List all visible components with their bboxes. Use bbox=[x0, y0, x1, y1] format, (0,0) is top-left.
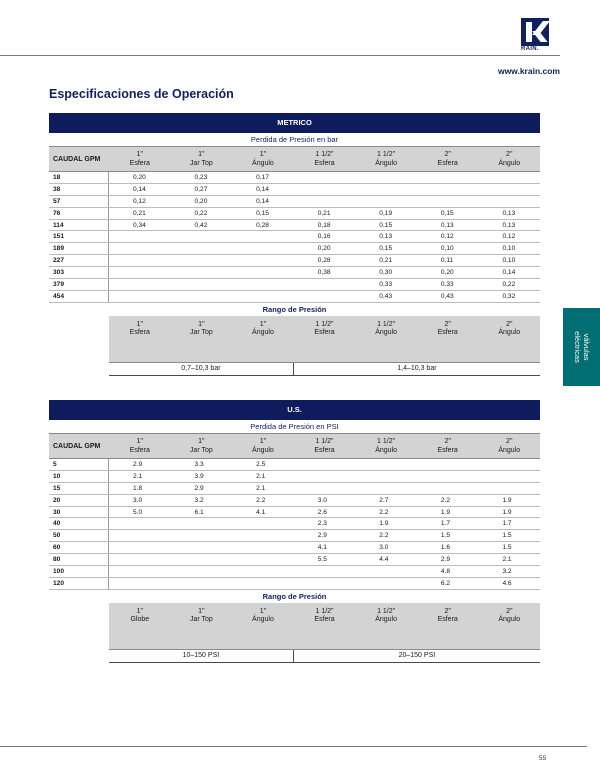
table-row bbox=[49, 231, 540, 243]
value-cell: 2.5 bbox=[256, 461, 266, 468]
value-cell: 0,12 bbox=[132, 197, 146, 205]
value-cell bbox=[171, 279, 233, 290]
col-header: 1 1/2" Ángulo bbox=[375, 151, 397, 167]
value-cell: 0,34 bbox=[132, 221, 146, 229]
value-cell bbox=[478, 172, 540, 183]
caudal-cell: 5 bbox=[49, 459, 109, 470]
range-col-header: 1 1/2" Ángulo bbox=[375, 320, 397, 337]
value-cell bbox=[478, 184, 540, 195]
caudal-cell: 20 bbox=[49, 495, 109, 506]
value-cell bbox=[171, 566, 233, 577]
value-cell: 0,13 bbox=[440, 221, 454, 229]
value-cell: 0,13 bbox=[502, 209, 516, 217]
value-cell bbox=[294, 483, 356, 494]
value-cell bbox=[171, 255, 233, 266]
value-cell: 0,33 bbox=[379, 281, 393, 289]
table-row bbox=[49, 554, 540, 566]
table-row bbox=[49, 243, 540, 255]
value-cell bbox=[171, 578, 233, 589]
value-cell: 3.2 bbox=[194, 496, 204, 504]
value-cell: 0,38 bbox=[317, 269, 331, 277]
caudal-cell: 18 bbox=[49, 172, 109, 183]
side-tab-valvulas-electricas[interactable] bbox=[563, 308, 600, 386]
value-cell bbox=[232, 578, 294, 589]
us-section bbox=[49, 400, 540, 663]
value-cell bbox=[355, 471, 417, 482]
value-cell: 2.9 bbox=[132, 461, 143, 468]
value-cell: 2.7 bbox=[379, 496, 389, 504]
caudal-cell: 80 bbox=[49, 554, 109, 565]
range-col-header: 1" Jar Top bbox=[189, 320, 213, 337]
value-cell bbox=[232, 291, 294, 302]
value-cell: 0,10 bbox=[502, 245, 516, 253]
caudal-cell: 40 bbox=[49, 518, 109, 529]
us-range-header bbox=[109, 603, 540, 650]
value-cell: 2.9 bbox=[194, 484, 204, 492]
value-cell: 4.8 bbox=[440, 568, 451, 576]
value-cell: 1.8 bbox=[132, 484, 143, 492]
caudal-cell: 57 bbox=[49, 196, 109, 207]
value-cell: 3.0 bbox=[379, 544, 389, 552]
table-row bbox=[49, 471, 540, 483]
value-cell bbox=[232, 279, 294, 290]
value-cell: 0,15 bbox=[440, 209, 454, 217]
us-range-title: Rango de Presión bbox=[262, 591, 327, 601]
value-cell bbox=[109, 243, 171, 254]
value-cell: 0,15 bbox=[256, 209, 269, 217]
logo-text: RAIN. bbox=[521, 46, 539, 52]
value-cell: 1.6 bbox=[440, 544, 451, 552]
caudal-cell: 227 bbox=[49, 255, 109, 266]
value-cell: 0,20 bbox=[132, 174, 146, 181]
us-subheading: Perdida de Presión en PSI bbox=[49, 420, 540, 434]
value-cell: 0,30 bbox=[379, 269, 393, 277]
value-cell: 1.7 bbox=[502, 520, 512, 528]
value-cell: 2.2 bbox=[256, 496, 266, 504]
value-cell: 0,23 bbox=[194, 174, 208, 181]
col-header: 1" Jar Top bbox=[189, 438, 213, 454]
caudal-cell: 38 bbox=[49, 184, 109, 195]
value-cell bbox=[109, 231, 171, 242]
bottom-divider bbox=[0, 746, 587, 747]
range-col-header: 1" Esfera bbox=[129, 320, 150, 337]
value-cell: 2.6 bbox=[317, 508, 327, 516]
range-col-header: 1" Ángulo bbox=[252, 320, 274, 337]
top-divider bbox=[0, 55, 560, 56]
col-header: 2" Ángulo bbox=[498, 151, 521, 167]
caudal-cell: 76 bbox=[49, 208, 109, 219]
value-cell: 1.9 bbox=[440, 508, 451, 516]
value-cell bbox=[355, 483, 417, 494]
value-cell: 0,14 bbox=[256, 185, 269, 193]
value-cell: 0,43 bbox=[440, 292, 454, 300]
value-cell bbox=[417, 196, 479, 207]
value-cell bbox=[417, 459, 479, 470]
value-cell: 5.5 bbox=[317, 556, 327, 564]
value-cell bbox=[294, 566, 356, 577]
col-header: 1 1/2" Esfera bbox=[314, 151, 335, 167]
table-row bbox=[49, 291, 540, 303]
value-cell: 0,22 bbox=[194, 209, 208, 217]
value-cell: 0,43 bbox=[379, 292, 393, 300]
value-cell bbox=[355, 459, 417, 470]
value-cell: 6.1 bbox=[194, 508, 204, 516]
value-cell: 3.9 bbox=[194, 472, 204, 480]
value-cell bbox=[109, 530, 171, 541]
value-cell: 2.1 bbox=[502, 556, 512, 564]
value-cell bbox=[478, 459, 540, 470]
value-cell: 0,21 bbox=[132, 209, 146, 217]
value-cell: 0,20 bbox=[194, 197, 208, 205]
value-cell: 0,32 bbox=[502, 292, 516, 300]
caudal-cell: 120 bbox=[49, 578, 109, 589]
range-col-header: 2" Ángulo bbox=[498, 607, 521, 624]
value-cell: 0,12 bbox=[502, 233, 516, 241]
value-cell: 0,20 bbox=[317, 245, 331, 253]
value-cell: 3.2 bbox=[502, 568, 512, 576]
caudal-cell: 303 bbox=[49, 267, 109, 278]
value-cell: 1.5 bbox=[502, 532, 512, 540]
value-cell bbox=[109, 279, 171, 290]
value-cell bbox=[417, 483, 479, 494]
value-cell bbox=[355, 196, 417, 207]
value-cell: 4.6 bbox=[502, 579, 512, 587]
value-cell: 0,14 bbox=[132, 185, 146, 193]
range-value: 1,4–10,3 bar bbox=[397, 364, 437, 372]
caudal-cell: 50 bbox=[49, 530, 109, 541]
value-cell bbox=[294, 279, 356, 290]
value-cell: 4.1 bbox=[256, 508, 266, 516]
col-header: 2" Esfera bbox=[437, 438, 458, 454]
value-cell bbox=[109, 542, 171, 553]
range-col-header: 1 1/2" Esfera bbox=[314, 607, 335, 624]
value-cell bbox=[171, 291, 233, 302]
value-cell bbox=[109, 255, 171, 266]
value-cell: 0,28 bbox=[256, 221, 269, 229]
range-col-header: 2" Ángulo bbox=[498, 320, 521, 337]
value-cell bbox=[171, 267, 233, 278]
col-header: 1" Jar Top bbox=[189, 151, 213, 167]
metric-section bbox=[49, 113, 540, 376]
value-cell: 0,33 bbox=[440, 281, 454, 289]
value-cell bbox=[417, 184, 479, 195]
value-cell: 2.9 bbox=[440, 556, 451, 564]
value-cell bbox=[171, 231, 233, 242]
value-cell bbox=[232, 518, 294, 529]
value-cell bbox=[109, 518, 171, 529]
value-cell: 0,14 bbox=[502, 269, 516, 277]
us-banner: U.S. bbox=[49, 400, 540, 420]
table-row bbox=[49, 267, 540, 279]
range-col-header: 2" Esfera bbox=[437, 607, 458, 624]
table-row bbox=[49, 459, 540, 471]
value-cell bbox=[294, 291, 356, 302]
value-cell bbox=[294, 184, 356, 195]
page-number: 55 bbox=[539, 755, 547, 762]
metric-subheading: Perdida de Presión en bar bbox=[49, 133, 540, 147]
value-cell: 0,42 bbox=[194, 221, 208, 229]
value-cell bbox=[355, 578, 417, 589]
caudal-cell: 151 bbox=[49, 231, 109, 242]
range-col-header: 1 1/2" Esfera bbox=[314, 320, 335, 337]
value-cell bbox=[294, 172, 356, 183]
value-cell: 3.3 bbox=[194, 461, 204, 468]
table-row bbox=[49, 566, 540, 578]
table-row bbox=[49, 172, 540, 184]
range-col-header: 1" Jar Top bbox=[189, 607, 213, 624]
value-cell: 2.9 bbox=[317, 532, 327, 540]
value-cell: 2.2 bbox=[379, 532, 389, 540]
us-table-header bbox=[49, 434, 540, 459]
value-cell: 1.9 bbox=[502, 508, 512, 516]
value-cell bbox=[355, 184, 417, 195]
value-cell bbox=[232, 530, 294, 541]
value-cell bbox=[478, 196, 540, 207]
range-col-header: 2" Esfera bbox=[437, 320, 458, 337]
value-cell bbox=[171, 518, 233, 529]
value-cell: 2.1 bbox=[256, 484, 266, 492]
table-row bbox=[49, 507, 540, 519]
value-cell: 0,10 bbox=[502, 257, 516, 265]
logo-k-mark bbox=[521, 18, 549, 46]
col-header: 2" Esfera bbox=[437, 151, 458, 167]
value-cell bbox=[417, 471, 479, 482]
table-row bbox=[49, 208, 540, 220]
value-cell: 2.2 bbox=[379, 508, 389, 516]
caudal-cell: 60 bbox=[49, 542, 109, 553]
col-header: 1" Ángulo bbox=[252, 438, 274, 454]
value-cell: 2.2 bbox=[440, 496, 451, 504]
table-row bbox=[49, 255, 540, 267]
value-cell bbox=[294, 471, 356, 482]
us-range-row bbox=[109, 650, 540, 663]
metric-banner: METRICO bbox=[49, 113, 540, 133]
table-row bbox=[49, 578, 540, 590]
value-cell: 0,11 bbox=[440, 257, 454, 265]
value-cell: 1.9 bbox=[379, 520, 389, 528]
table-row bbox=[49, 530, 540, 542]
value-cell bbox=[355, 172, 417, 183]
value-cell: 0,12 bbox=[440, 233, 454, 241]
value-cell: 0,13 bbox=[502, 221, 516, 229]
caudal-cell: 379 bbox=[49, 279, 109, 290]
value-cell bbox=[294, 578, 356, 589]
caudal-cell: 114 bbox=[49, 220, 109, 231]
value-cell: 0,21 bbox=[379, 257, 393, 265]
metric-range-header bbox=[109, 316, 540, 363]
value-cell bbox=[478, 483, 540, 494]
value-cell: 0,15 bbox=[379, 221, 393, 229]
range-value: 20–150 PSI bbox=[398, 651, 436, 659]
value-cell: 2.1 bbox=[256, 472, 266, 480]
value-cell bbox=[417, 172, 479, 183]
value-cell: 4.4 bbox=[379, 556, 389, 564]
value-cell: 3.0 bbox=[317, 496, 327, 504]
value-cell: 4.1 bbox=[317, 544, 327, 552]
caudal-cell: 30 bbox=[49, 507, 109, 518]
value-cell bbox=[232, 566, 294, 577]
value-cell bbox=[294, 196, 356, 207]
value-cell bbox=[232, 554, 294, 565]
caudal-header: CAUDAL GPM bbox=[53, 442, 101, 450]
side-tab-label: válvulas eléctricas bbox=[572, 331, 591, 363]
table-row bbox=[49, 542, 540, 554]
caudal-cell: 189 bbox=[49, 243, 109, 254]
value-cell: 2.1 bbox=[132, 472, 143, 480]
value-cell bbox=[478, 471, 540, 482]
krain-logo bbox=[521, 18, 549, 52]
value-cell: 0,21 bbox=[317, 209, 331, 217]
value-cell: 0,16 bbox=[317, 233, 331, 241]
col-header: 1" Esfera bbox=[129, 151, 150, 167]
metric-range-title: Rango de Presión bbox=[262, 304, 327, 314]
col-header: 1" Esfera bbox=[129, 438, 150, 454]
caudal-header: CAUDAL GPM bbox=[53, 155, 101, 163]
value-cell: 6.2 bbox=[440, 579, 451, 587]
caudal-cell: 15 bbox=[49, 483, 109, 494]
col-header: 2" Ángulo bbox=[498, 438, 521, 454]
value-cell bbox=[232, 231, 294, 242]
value-cell: 1.5 bbox=[440, 532, 451, 540]
range-col-header: 1" Ángulo bbox=[252, 607, 274, 624]
table-row bbox=[49, 518, 540, 530]
page-title: Especificaciones de Operación bbox=[49, 87, 234, 101]
website-url[interactable]: www.krain.com bbox=[497, 66, 560, 76]
value-cell: 3.0 bbox=[132, 496, 143, 504]
value-cell: 5.0 bbox=[132, 508, 143, 516]
caudal-cell: 10 bbox=[49, 471, 109, 482]
value-cell bbox=[171, 542, 233, 553]
value-cell: 1.5 bbox=[502, 544, 512, 552]
value-cell: 0,22 bbox=[502, 281, 516, 289]
range-value: 10–150 PSI bbox=[109, 650, 294, 662]
value-cell bbox=[232, 243, 294, 254]
value-cell: 1.9 bbox=[502, 496, 512, 504]
table-row bbox=[49, 184, 540, 196]
value-cell bbox=[171, 530, 233, 541]
table-row bbox=[49, 483, 540, 495]
value-cell bbox=[232, 267, 294, 278]
caudal-cell: 454 bbox=[49, 291, 109, 302]
value-cell bbox=[232, 542, 294, 553]
table-row bbox=[49, 220, 540, 232]
value-cell: 0,19 bbox=[379, 209, 393, 217]
value-cell bbox=[232, 255, 294, 266]
us-table-body bbox=[49, 459, 540, 590]
value-cell bbox=[109, 554, 171, 565]
value-cell: 0,20 bbox=[440, 269, 454, 277]
col-header: 1" Ángulo bbox=[252, 151, 274, 167]
value-cell bbox=[109, 566, 171, 577]
value-cell: 1.7 bbox=[440, 520, 451, 528]
value-cell: 0,13 bbox=[379, 233, 393, 241]
col-header: 1 1/2" Esfera bbox=[314, 438, 335, 454]
value-cell: 0,28 bbox=[317, 257, 331, 265]
metric-table-header bbox=[49, 147, 540, 172]
value-cell bbox=[109, 291, 171, 302]
value-cell: 0,18 bbox=[317, 221, 331, 229]
value-cell: 0,27 bbox=[194, 185, 208, 193]
value-cell bbox=[171, 243, 233, 254]
metric-table-body bbox=[49, 172, 540, 303]
table-row bbox=[49, 495, 540, 507]
value-cell bbox=[294, 459, 356, 470]
value-cell: 0,15 bbox=[379, 245, 393, 253]
range-col-header: 1" Globe bbox=[130, 607, 150, 624]
range-col-header: 1 1/2" Ángulo bbox=[375, 607, 397, 624]
range-value: 0,7–10,3 bar bbox=[109, 363, 294, 375]
value-cell: 2.3 bbox=[317, 520, 327, 528]
metric-range-row bbox=[109, 363, 540, 376]
value-cell bbox=[109, 578, 171, 589]
value-cell bbox=[171, 554, 233, 565]
table-row bbox=[49, 196, 540, 208]
value-cell: 0,14 bbox=[256, 197, 269, 205]
value-cell bbox=[355, 566, 417, 577]
table-row bbox=[49, 279, 540, 291]
caudal-cell: 100 bbox=[49, 566, 109, 577]
value-cell: 0,17 bbox=[256, 174, 269, 181]
col-header: 1 1/2" Ángulo bbox=[375, 438, 397, 454]
value-cell bbox=[109, 267, 171, 278]
value-cell: 0,10 bbox=[440, 245, 454, 253]
